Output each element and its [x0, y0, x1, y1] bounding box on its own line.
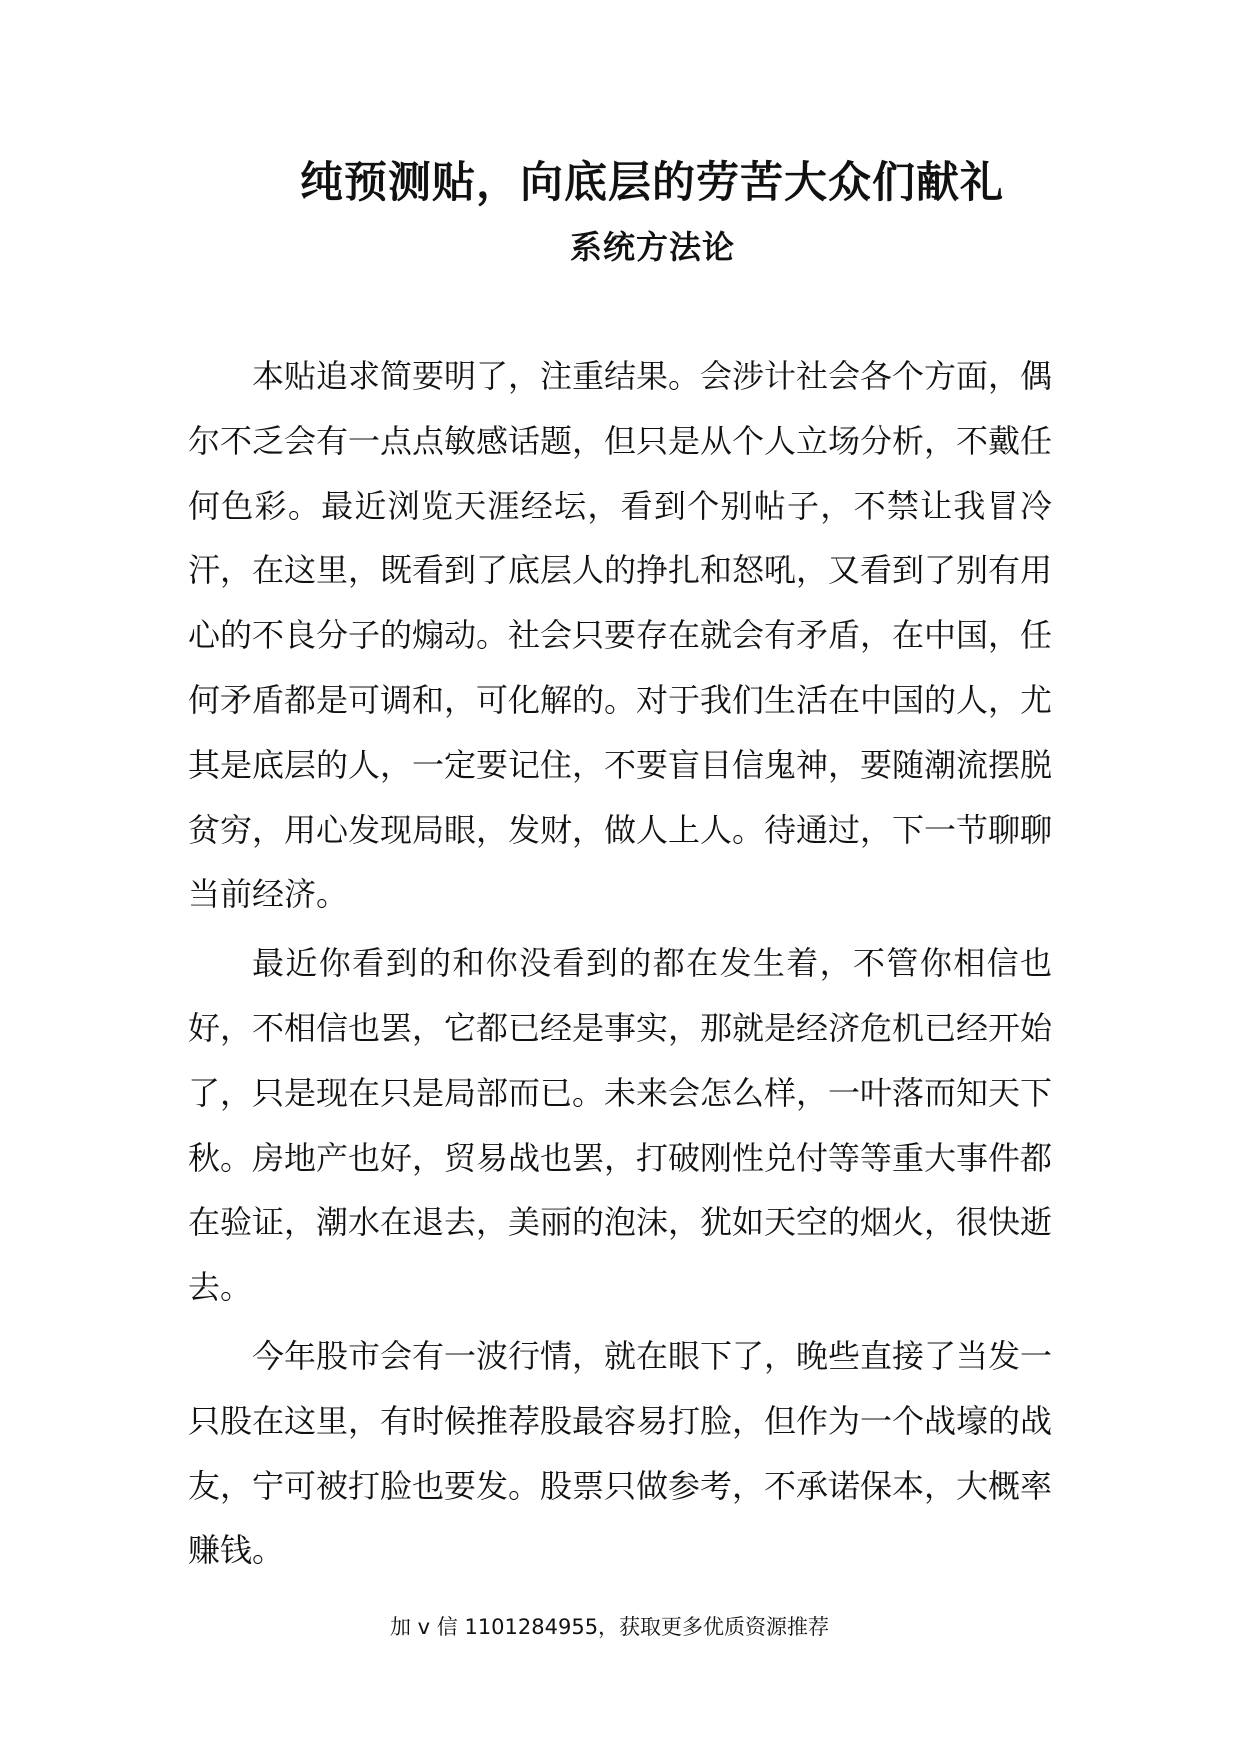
- page-footer: 加 v 信 1101284955，获取更多优质资源推荐: [390, 1615, 830, 1639]
- paragraph-2: 最近你看到的和你没看到的都在发生着，不管你相信也好，不相信也罢，它都已经是事实，那就是经济危机已经开始了，只是现在只是局部而已。未来会怎么样，一叶落而知天下秋。房地产也好，贸易战也罢，打破刚性兑付等等重大事件都在验证，潮水在退去，美丽的泡沫，犹如天空的烟火，很快逝去。: [188, 944, 1053, 1307]
- document-body: [188, 344, 1052, 1583]
- paragraph-3: 今年股市会有一波行情，就在眼下了，晚些直接了当发一只股在这里，有时候推荐股最容易打脸，但作为一个战壕的战友，宁可被打脸也要发。股票只做参考，不承诺保本，大概率赚钱。: [188, 1336, 1053, 1570]
- document-subtitle: 系统方法论: [570, 228, 736, 266]
- paragraph-1: 本贴追求简要明了，注重结果。会涉计社会各个方面，偶尔不乏会有一点点敏感话题，但只是从个人立场分析，不戴任何色彩。最近浏览天涯经坛，看到个别帖子，不禁让我冒冷汗，在这里，既看到了底层人的挣扎和怒吼，又看到了别有用心的不良分子的煽动。社会只要存在就会有矛盾，在中国，任何矛盾都是可调和，可化解的。对于我们生活在中国的人，尤其是底层的人，一定要记住，不要盲目信鬼神，要随潮流摆脱贫穷，用心发现局眼，发财，做人上人。待通过，下一节聊聊当前经济。: [188, 357, 1053, 914]
- document-title: 纯预测贴，向底层的劳苦大众们献礼: [300, 158, 1004, 208]
